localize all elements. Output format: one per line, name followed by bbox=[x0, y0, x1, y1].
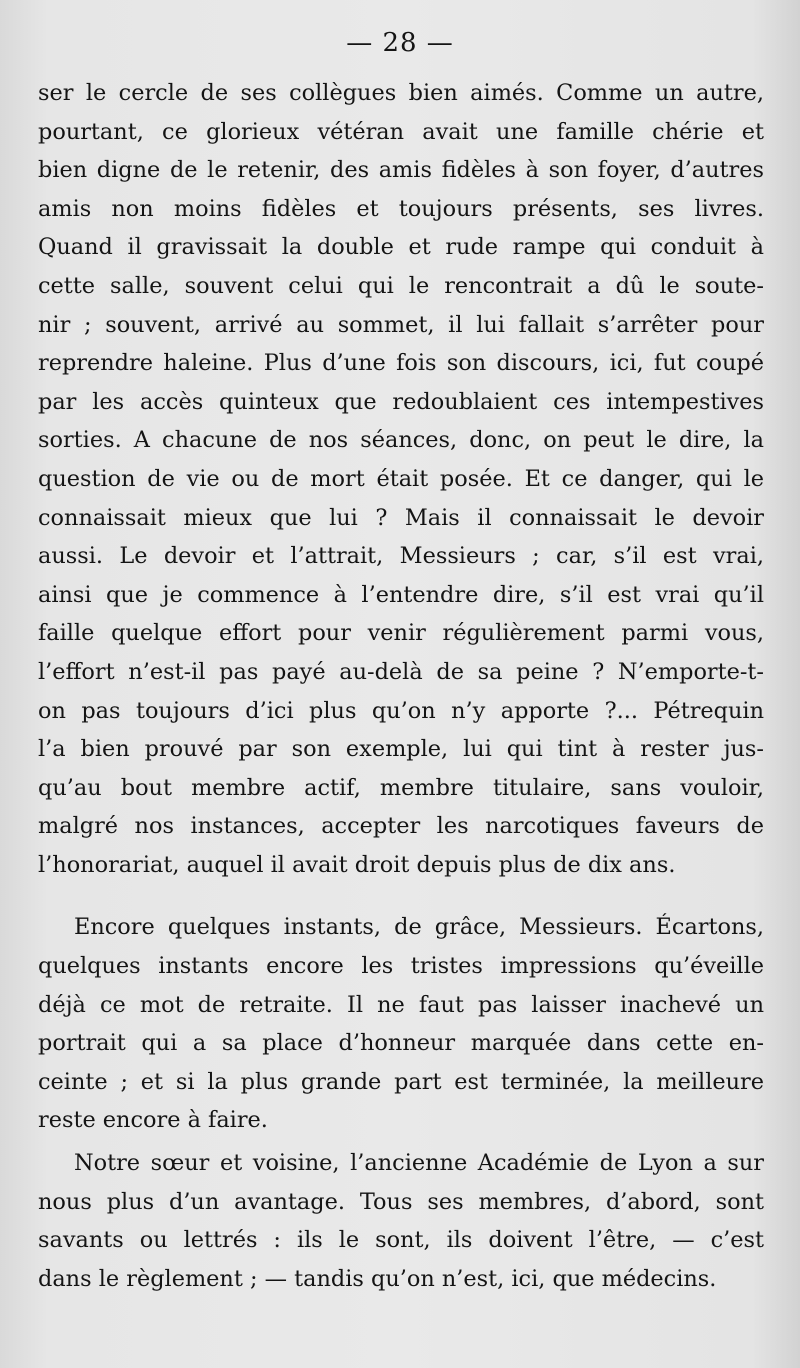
text-line: par les accès quinteux que redoublaient ces intempestives bbox=[38, 388, 764, 415]
text-line: on pas toujours d’ici plus qu’on n’y apporte ?... Pétrequin bbox=[38, 697, 764, 724]
text-line: connaissait mieux que lui ? Mais il connaissait le devoir bbox=[38, 504, 764, 531]
text-line: dans le règlement ; — tandis qu’on n’est, ici, que médecins. bbox=[38, 1265, 717, 1292]
text-line: cette salle, souvent celui qui le rencontrait a dû le soute- bbox=[38, 272, 764, 299]
text-line: Notre sœur et voisine, l’ancienne Académie de Lyon a sur bbox=[74, 1150, 764, 1177]
text-line: quelques instants encore les tristes impressions qu’éveille bbox=[38, 953, 764, 980]
text-line: l’a bien prouvé par son exemple, lui qui tint à rester jus- bbox=[38, 736, 764, 763]
text-line: portrait qui a sa place d’honneur marquée dans cette en- bbox=[38, 1030, 764, 1057]
text-line: nous plus d’un avantage. Tous ses membres, d’abord, sont bbox=[38, 1188, 764, 1215]
paragraph bbox=[38, 908, 764, 1140]
text-line: Encore quelques instants, de grâce, Messieurs. Écartons, bbox=[74, 914, 764, 941]
text-line: amis non moins fidèles et toujours présents, ses livres. bbox=[38, 195, 764, 222]
text-line: savants ou lettrés : ils le sont, ils doivent l’être, — c’est bbox=[38, 1227, 764, 1254]
page-number: — 28 — bbox=[346, 28, 454, 58]
text-line: déjà ce mot de retraite. Il ne faut pas laisser inachevé un bbox=[38, 991, 764, 1018]
text-line: Quand il gravissait la double et rude rampe qui conduit à bbox=[38, 234, 764, 261]
text-line: ser le cercle de ses collègues bien aimés. Comme un autre, bbox=[38, 80, 764, 106]
text-line: qu’au bout membre actif, membre titulaire, sans vouloir, bbox=[38, 774, 764, 801]
text-line: l’honorariat, auquel il avait droit depuis plus de dix ans. bbox=[38, 851, 676, 878]
text-line: malgré nos instances, accepter les narcotiques faveurs de bbox=[38, 813, 764, 840]
text-line: ceinte ; et si la plus grande part est terminée, la meilleure bbox=[38, 1068, 764, 1095]
text-line: pourtant, ce glorieux vétéran avait une famille chérie et bbox=[38, 118, 764, 145]
text-line: bien digne de le retenir, des amis fidèles à son foyer, d’autres bbox=[38, 157, 764, 184]
text-line: faille quelque effort pour venir régulièrement parmi vous, bbox=[38, 620, 764, 647]
text-line: reprendre haleine. Plus d’une fois son discours, ici, fut coupé bbox=[38, 350, 764, 377]
paragraph bbox=[38, 1144, 764, 1298]
text-line: sorties. A chacune de nos séances, donc, on peut le dire, la bbox=[38, 427, 764, 454]
paragraph bbox=[38, 74, 764, 884]
text-line: aussi. Le devoir et l’attrait, Messieurs ; car, s’il est vrai, bbox=[38, 543, 764, 570]
text-line: question de vie ou de mort était posée. Et ce danger, qui le bbox=[38, 465, 764, 492]
text-line: nir ; souvent, arrivé au sommet, il lui fallait s’arrêter pour bbox=[38, 311, 764, 338]
text-line: ainsi que je commence à l’entendre dire, s’il est vrai qu’il bbox=[38, 581, 764, 608]
paragraph-gap bbox=[38, 884, 764, 908]
text-line: reste encore à faire. bbox=[38, 1107, 268, 1134]
text-line: l’effort n’est-il pas payé au-delà de sa peine ? N’emporte-t- bbox=[38, 658, 764, 685]
body-text bbox=[38, 74, 764, 1298]
